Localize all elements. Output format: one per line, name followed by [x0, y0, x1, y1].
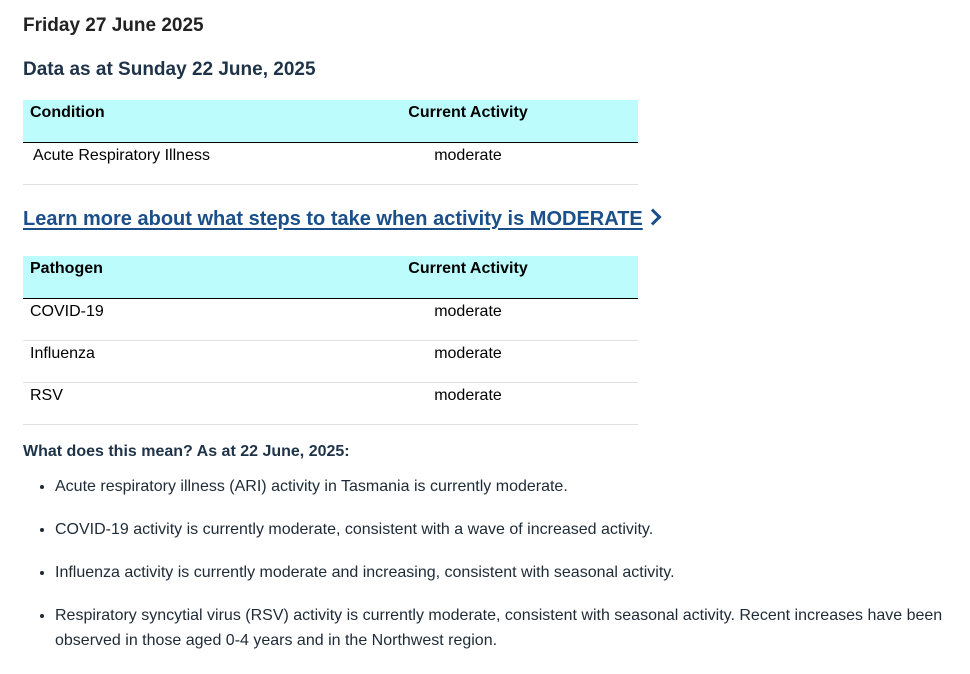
- list-item: • Acute respiratory illness (ARI) activity in Tasmania is currently moderate.: [55, 474, 965, 499]
- table-header-row: [23, 256, 638, 298]
- list-item: • COVID-19 activity is currently moderate, consistent with a wave of increased activity.: [55, 517, 965, 542]
- activity-level: moderate: [298, 382, 638, 424]
- table-row: [23, 382, 638, 424]
- table-row: [23, 142, 638, 184]
- list-item: • Respiratory syncytial virus (RSV) activity is currently moderate, consistent with seasonal activity. Recent increases have been observed in those aged 0-4 years and in the Northwest region.: [55, 603, 965, 653]
- condition-table: [23, 100, 638, 185]
- pathogen-table: [23, 256, 638, 425]
- learn-more-link-label: Learn more about what steps to take when activity is MODERATE: [23, 208, 643, 230]
- date-heading: Friday 27 June 2025: [23, 15, 204, 36]
- pathogen-name: COVID-19: [23, 298, 298, 340]
- activity-level: moderate: [298, 340, 638, 382]
- activity-level: moderate: [298, 298, 638, 340]
- condition-name: Acute Respiratory Illness: [23, 142, 298, 184]
- column-header-current-activity: Current Activity: [298, 100, 638, 142]
- table-row: [23, 298, 638, 340]
- summary-list: [23, 474, 965, 671]
- learn-more-link[interactable]: [23, 208, 659, 231]
- column-header-current-activity: Current Activity: [298, 256, 638, 298]
- activity-level: moderate: [298, 142, 638, 184]
- column-header-condition: Condition: [23, 100, 298, 142]
- pathogen-name: RSV: [23, 382, 298, 424]
- table-header-row: [23, 100, 638, 142]
- what-does-this-mean-heading: What does this mean? As at 22 June, 2025:: [23, 443, 350, 460]
- list-item: • Influenza activity is currently moderate and increasing, consistent with seasonal activity.: [55, 560, 965, 585]
- pathogen-name: Influenza: [23, 340, 298, 382]
- table-row: [23, 340, 638, 382]
- column-header-pathogen: Pathogen: [23, 256, 298, 298]
- chevron-right-icon: [644, 209, 661, 226]
- data-as-at-heading: Data as at Sunday 22 June, 2025: [23, 59, 316, 80]
